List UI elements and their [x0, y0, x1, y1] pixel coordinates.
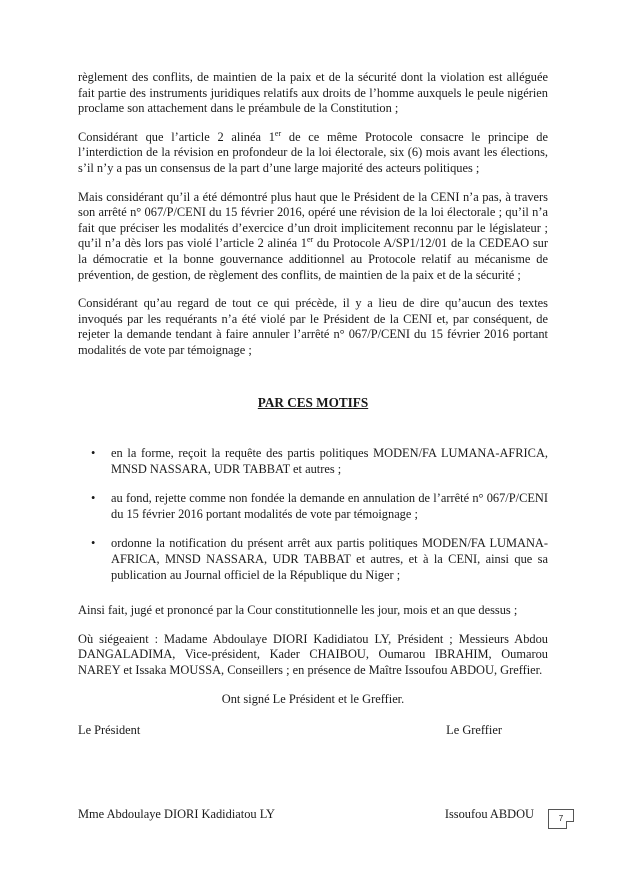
bullet-icon: • [91, 446, 96, 461]
bullet-icon: • [91, 491, 96, 506]
page-number [548, 809, 574, 829]
list-item [78, 491, 548, 522]
signature-titles [78, 723, 548, 739]
motifs-list [78, 446, 548, 583]
closing-statement: Ainsi fait, jugé et prononcé par la Cour constitutionnelle les jour, mois et an que dessus ; [78, 603, 518, 618]
section-heading: PAR CES MOTIFS [257, 394, 369, 410]
clerk-title: Le Greffier [446, 723, 502, 738]
sitting-members: Où siégeaient : Madame Abdoulaye DIORI Kadidiatou LY, Président ; Messieurs Abdou DANGALADIMA, Vice-président, Kader CHAIBOU, Oumarou IBRAHIM, Oumarou NAREY et Issaka MOUSSA, Conseillers ; en présence de Maître Issoufou ABDOU, Greffier. [78, 631, 548, 678]
bullet-icon: • [91, 536, 96, 551]
clerk-name: Issoufou ABDOU [444, 806, 534, 821]
paragraph-regulation: règlement des conflits, de maintien de la paix et de la sécurité dont la violation est alléguée fait partie des instruments juridiques relatifs aux droits de l’homme auxquels le peule nigérien proclame son attachement dans le préambule de la Constitution ; [78, 70, 548, 116]
document-body [78, 70, 548, 822]
paragraph-considering-article: Considérant que l’article 2 alinéa 1er de ce même Protocole consacre le principe de l’interdiction de la révision en profondeur de la loi électorale, six (6) mois avant les élections, s’il n’y a pas un consensus de la part d’une large majorité des acteurs politiques ; [78, 128, 548, 175]
page-number-text: 7 [558, 814, 564, 823]
list-item-text: ordonne la notification du présent arrêt aux partis politiques MODEN/FA LUMANA-AFRICA, MNSD NASSARA, UDR TABBAT et autres, et à la CENI, ainsi que sa publication au Journal officiel de la République du Niger ; [111, 536, 548, 582]
list-item-text: en la forme, reçoit la requête des partis politiques MODEN/FA LUMANA-AFRICA, MNSD NASSARA, UDR TABBAT et autres ; [111, 446, 548, 476]
paragraph-considering-conclusion: Considérant qu’au regard de tout ce qui précède, il y a lieu de dire qu’aucun des textes invoqués par les requérants n’a été violé par le Président de la CENI et, par conséquent, de rejeter la demande tendant à faire annuler l’arrêté n° 067/P/CENI du 15 février 2016 portant modalités de vote par témoignage ; [78, 296, 548, 357]
signed-statement: Ont signé Le Président et le Greffier. [221, 691, 405, 706]
president-title: Le Président [78, 723, 141, 738]
list-item-text: au fond, rejette comme non fondée la demande en annulation de l’arrêté n° 067/P/CENI du 15 février 2016 portant modalités de vote par témoignage ; [111, 491, 548, 521]
page-fold-icon [566, 821, 574, 829]
president-name: Mme Abdoulaye DIORI Kadidiatou LY [78, 806, 275, 821]
list-item [78, 536, 548, 583]
list-item [78, 446, 548, 477]
paragraph-but-considering: Mais considérant qu’il a été démontré plus haut que le Président de la CENI n’a pas, à travers son arrêté n° 067/P/CENI du 15 février 2016, opéré une révision de la loi électorale ; qu’il n’a fait que préciser les modalités d’exercice d’un droit implicitement reconnu par le législateur ; qu’il n’a dès lors pas violé l’article 2 alinéa 1er du Protocole A/SP1/12/01 de la CEDEAO sur la démocratie et la bonne gouvernance additionnel au Protocole relatif au mécanisme de prévention, de gestion, de règlement des conflits, de maintien de la paix et de la sécurité ; [78, 189, 548, 282]
signature-names [78, 807, 548, 823]
